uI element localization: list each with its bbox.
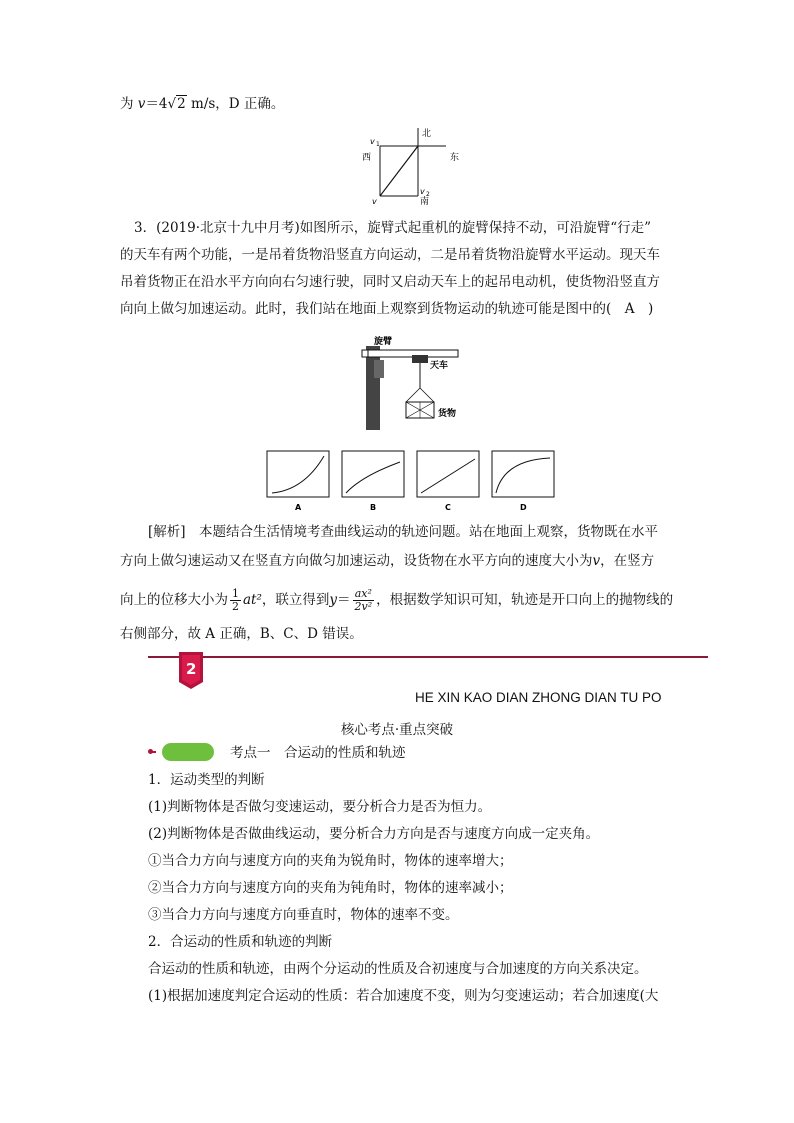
text: 向上的位移大小为 — [120, 592, 228, 608]
topic-line-7: 2．合运动的性质和轨迹的判断 — [148, 934, 333, 950]
west-label: 西 — [362, 153, 372, 163]
radicand: 2 — [177, 96, 186, 112]
option-b-graph — [342, 451, 404, 512]
v2-subscript: 2 — [426, 191, 430, 198]
east-label: 东 — [450, 153, 460, 163]
q3-line-4: 向向上做匀加速运动。此时，我们站在地面上观察到货物运动的轨迹可能是图中的( A ) — [120, 301, 654, 317]
analysis-line-4: 右侧部分，故 A 正确，B、C、D 错误。 — [120, 626, 363, 642]
option-c-label: C — [445, 503, 451, 512]
option-c-graph — [417, 451, 479, 512]
text: m/s，D 正确。 — [186, 96, 285, 112]
text: ，联立得到 — [261, 592, 330, 608]
formula-term: at² — [243, 592, 262, 608]
fraction-half — [230, 588, 241, 613]
cargo-label: 货物 — [438, 409, 457, 419]
v-label: v — [372, 197, 377, 206]
compass-velocity-diagram — [358, 124, 468, 206]
topic-line-3: (2)判断物体是否做曲线运动，要分析合力方向是否与速度方向成一定夹角。 — [148, 826, 600, 842]
velocity-symbol: v — [592, 553, 601, 569]
option-b-label: B — [370, 503, 377, 512]
option-d-graph — [492, 451, 554, 512]
text: ＝ — [337, 592, 351, 608]
topic-line-5: ②当合力方向与速度方向的夹角为钝角时，物体的速率减小； — [148, 880, 513, 896]
section-divider — [148, 656, 708, 658]
numerator: 1 — [232, 587, 239, 600]
option-d-label: D — [520, 503, 527, 512]
topic-line-6: ③当合力方向与速度方向垂直时，物体的速率不变。 — [148, 907, 459, 923]
topic-line-9: (1)根据加速度判定合运动的性质：若合加速度不变，则为匀变速运动；若合加速度(大 — [148, 988, 659, 1004]
text: ，在竖方 — [600, 553, 655, 569]
north-label: 北 — [422, 129, 432, 139]
v1-label: v — [370, 137, 375, 146]
section-number-badge — [178, 652, 204, 690]
topic-line-8: 合运动的性质和轨迹，由两个分运动的性质及合初速度与合加速度的方向关系决定。 — [148, 961, 648, 977]
option-a-graph — [267, 451, 329, 512]
velocity-symbol: v — [137, 96, 146, 112]
arm-label: 旋臂 — [374, 337, 393, 347]
sqrt-sign: √ — [167, 96, 177, 112]
section-title: 核心考点·重点突破 — [340, 722, 454, 738]
text: 为 — [120, 96, 138, 112]
analysis-line-1: [解析] 本题结合生活情境考查曲线运动的轨迹问题。站在地面上观察，货物既在水平 — [148, 524, 659, 540]
denominator: 2v² — [354, 600, 373, 613]
crane-diagram — [346, 332, 462, 432]
topic-line-1: 1．运动类型的判断 — [148, 772, 265, 788]
analysis-line-3 — [120, 585, 673, 615]
v1-subscript: 1 — [376, 141, 380, 148]
numerator: ax² — [353, 588, 375, 601]
text: 方向上做匀速运动又在竖直方向做匀加速运动，设货物在水平方向的速度大小为 — [120, 553, 593, 569]
analysis-line-2 — [120, 551, 654, 571]
text: ，根据数学知识可知，轨迹是开口向上的抛物线的 — [376, 592, 674, 608]
topic-line-4: ①当合力方向与速度方向的夹角为锐角时，物体的速率增大； — [148, 853, 513, 869]
option-a-label: A — [295, 503, 302, 512]
v2-label: v — [420, 187, 425, 196]
y-symbol: y — [329, 592, 338, 608]
south-label: 南 — [420, 197, 430, 206]
section-pinyin: HE XIN KAO DIAN ZHONG DIAN TU PO — [415, 690, 662, 705]
fraction-trajectory — [353, 588, 375, 613]
trolley-label: 天车 — [430, 361, 449, 371]
q3-line-3: 吊着货物正在沿水平方向向右匀速行驶，同时又启动天车上的起吊电动机，使货物沿竖直方 — [120, 274, 660, 290]
denominator: 2 — [232, 600, 239, 613]
top-answer-line — [120, 94, 284, 114]
topic-line-2: (1)判断物体是否做匀变速运动，要分析合力是否为恒力。 — [148, 799, 492, 815]
q3-line-2: 的天车有两个功能，一是吊着货物沿竖直方向运动，二是吊着货物沿旋臂水平运动。现天车 — [120, 247, 660, 263]
topic-badge — [150, 743, 216, 761]
section-number: 2 — [186, 660, 197, 678]
topic-heading: 考点一 合运动的性质和轨迹 — [230, 745, 406, 761]
trajectory-options — [264, 448, 564, 514]
q3-line-1: 3．(2019·北京十九中月考)如图所示，旋臂式起重机的旋臂保持不动，可沿旋臂“行走” — [134, 220, 652, 236]
text: ＝4 — [145, 96, 168, 112]
